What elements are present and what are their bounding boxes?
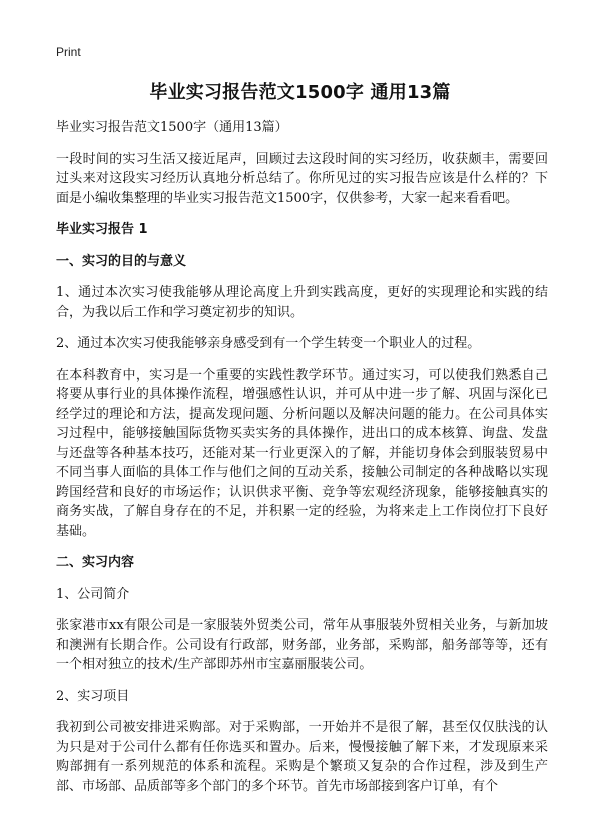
internship-project-heading: 2、实习项目 — [56, 688, 130, 704]
company-intro-heading: 1、公司简介 — [56, 586, 130, 602]
section-1-heading: 一、实习的目的与意义 — [56, 253, 187, 269]
intro-paragraph: 一段时间的实习生活又接近尾声，回顾过去这段时间的实习经历，收获颇丰，需要回过头来对这段实习经历认真地分析总结了。你所见过的实习报告应该是什么样的？下面是小编收集整理的毕业实习报告范文1500字，仅供参考，大家一起来看看吧。 — [56, 151, 548, 206]
print-link[interactable]: Print — [56, 45, 81, 59]
document-title: 毕业实习报告范文1500字 通用13篇 — [149, 82, 451, 103]
internship-project-body: 我初到公司被安排进采购部。对于采购部，一开始并不是很了解，甚至仅仅肤浅的认为只是对于公司什么都有任你选买和置办。后来，慢慢接触了解下来，才发现原来采购部拥有一系列规范的体系和流程。采购是个繁琐又复杂的合作过程，涉及到生产部、市场部、品质部等多个部门的多个环节。首先市场部接到客户订单，有个 — [56, 720, 548, 794]
document-body — [56, 118, 548, 808]
document-subtitle: 毕业实习报告范文1500字（通用13篇） — [56, 120, 288, 135]
section-1-body: 在本科教育中，实习是一个重要的实践性教学环节。通过实习，可以使我们熟悉自己将要从事行业的具体操作流程，增强感性认识，并可从中进一步了解、巩固与深化已经学过的理论和方法，提高发现问题、分析问题以及解决问题的能力。在公司具体实习过程中，能够接触国际货物买卖实务的具体操作，进出口的成本核算、询盘、发盘与还盘等各种基本技巧，还能对某一行业更深入的了解，并能切身体会到服装贸易中不同当事人面临的具体工作与他们之间的互动关系，接触公司制定的各种战略以实现跨国经营和良好的市场运作；认识供求平衡、竞争等宏观经济现象，能够接触真实的商务实战，了解自身存在的不足，并积累一定的经验，为将来走上工作岗位打下良好基础。 — [56, 367, 548, 539]
section-1-point-1: 1、通过本次实习使我能够从理论高度上升到实践高度，更好的实现理论和实践的结合，为我以后工作和学习奠定初步的知识。 — [56, 285, 548, 320]
section-1-point-2: 2、通过本次实习使我能够亲身感受到有一个学生转变一个职业人的过程。 — [56, 336, 481, 351]
section-2-heading: 二、实习内容 — [56, 555, 135, 570]
company-intro-body: 张家港市xx有限公司是一家服装外贸类公司，常年从事服装外贸相关业务，与新加坡和澳洲有长期合作。公司设有行政部，财务部，业务部，采购部，船务部等等，还有一个相对独立的技术/生产部即苏州市宝嘉丽服装公司。 — [56, 618, 548, 672]
report-heading: 毕业实习报告 1 — [56, 222, 148, 237]
